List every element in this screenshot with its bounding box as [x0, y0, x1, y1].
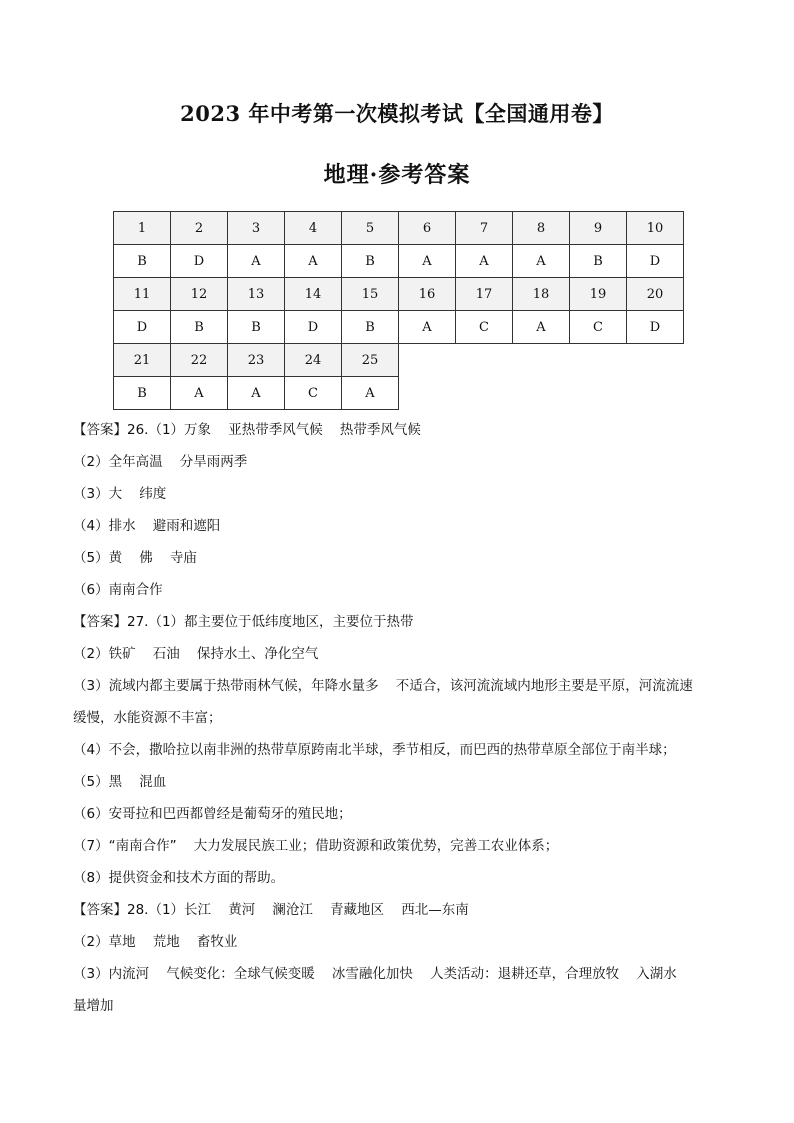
- question-number-cell: 20: [627, 278, 684, 311]
- answer-line: （2）全年高温 分旱雨两季: [73, 454, 248, 470]
- question-number-cell: 24: [285, 344, 342, 377]
- question-number-cell: 15: [342, 278, 399, 311]
- answer-cell: A: [285, 245, 342, 278]
- answer-section: [73, 414, 733, 1022]
- question-number-cell: 18: [513, 278, 570, 311]
- empty-cell: [456, 344, 513, 377]
- answer-cell: B: [570, 245, 627, 278]
- question-number-cell: 12: [171, 278, 228, 311]
- answer-cell: B: [171, 311, 228, 344]
- question-number-cell: 21: [114, 344, 171, 377]
- empty-cell: [570, 377, 627, 410]
- answer-cell: B: [114, 245, 171, 278]
- answer-cell: A: [228, 245, 285, 278]
- question-number-cell: 22: [171, 344, 228, 377]
- empty-cell: [627, 377, 684, 410]
- question-number-cell: 10: [627, 212, 684, 245]
- empty-cell: [399, 344, 456, 377]
- question-number-cell: 6: [399, 212, 456, 245]
- question-number-row: [114, 278, 684, 311]
- question-number-cell: 2: [171, 212, 228, 245]
- answer-cell: A: [456, 245, 513, 278]
- question-number-cell: 23: [228, 344, 285, 377]
- answer-line: （2）铁矿 石油 保持水土、净化空气: [73, 646, 319, 662]
- answer-row: [114, 245, 684, 278]
- question-number-cell: 14: [285, 278, 342, 311]
- answer-line: （2）草地 荒地 畜牧业: [73, 934, 238, 950]
- question-number-cell: 19: [570, 278, 627, 311]
- question-number-cell: 16: [399, 278, 456, 311]
- answer-line: （4）不会，撒哈拉以南非洲的热带草原跨南北半球，季节相反，而巴西的热带草原全部位于南半球；: [73, 742, 676, 758]
- answer-cell: B: [228, 311, 285, 344]
- question-number-cell: 9: [570, 212, 627, 245]
- answer-line: （5）黄 佛 寺庙: [73, 550, 197, 566]
- answer-line: （3）大 纬度: [73, 486, 167, 502]
- empty-cell: [627, 344, 684, 377]
- answer-line: 【答案】27.（1）都主要位于低纬度地区，主要位于热带: [73, 614, 414, 630]
- question-number-cell: 11: [114, 278, 171, 311]
- answer-key-table: [113, 211, 684, 410]
- answer-cell: B: [342, 311, 399, 344]
- answer-line: 量增加: [73, 998, 114, 1014]
- question-number-cell: 7: [456, 212, 513, 245]
- answer-line: （5）黑 混血: [73, 774, 167, 790]
- answer-cell: D: [627, 245, 684, 278]
- empty-cell: [570, 344, 627, 377]
- question-number-row: [114, 344, 684, 377]
- answer-line: （3）流域内都主要属于热带雨林气候，年降水量多 不适合，该河流流域内地形主要是平原，河流流速: [73, 678, 693, 694]
- answer-cell: C: [456, 311, 513, 344]
- empty-cell: [513, 377, 570, 410]
- question-number-cell: 13: [228, 278, 285, 311]
- question-number-cell: 4: [285, 212, 342, 245]
- answer-cell: A: [228, 377, 285, 410]
- question-number-cell: 3: [228, 212, 285, 245]
- answer-cell: B: [342, 245, 399, 278]
- answer-cell: A: [513, 311, 570, 344]
- question-number-cell: 8: [513, 212, 570, 245]
- answer-cell: C: [285, 377, 342, 410]
- answer-row: [114, 377, 684, 410]
- answer-line: （3）内流河 气候变化：全球气候变暖 冰雪融化加快 人类活动：退耕还草，合理放牧 入湖水: [73, 966, 677, 982]
- answer-line: （4）排水 避雨和遮阳: [73, 518, 221, 534]
- answer-line: （6）南南合作: [73, 582, 163, 598]
- question-number-cell: 25: [342, 344, 399, 377]
- answer-cell: A: [399, 245, 456, 278]
- document-title: 2023 年中考第一次模拟考试【全国通用卷】: [180, 101, 614, 126]
- empty-cell: [456, 377, 513, 410]
- answer-cell: D: [627, 311, 684, 344]
- empty-cell: [399, 377, 456, 410]
- empty-cell: [513, 344, 570, 377]
- answer-line: 缓慢，水能资源不丰富；: [73, 710, 222, 726]
- answer-cell: A: [513, 245, 570, 278]
- answer-cell: D: [171, 245, 228, 278]
- answer-cell: A: [171, 377, 228, 410]
- answer-line: （7）“南南合作” 大力发展民族工业；借助资源和政策优势，完善工农业体系；: [73, 838, 559, 854]
- question-number-cell: 5: [342, 212, 399, 245]
- answer-cell: D: [114, 311, 171, 344]
- answer-line: （6）安哥拉和巴西都曾经是葡萄牙的殖民地；: [73, 806, 352, 822]
- answer-cell: D: [285, 311, 342, 344]
- answer-cell: B: [114, 377, 171, 410]
- question-number-cell: 1: [114, 212, 171, 245]
- answer-cell: A: [399, 311, 456, 344]
- document-subtitle: 地理·参考答案: [323, 162, 471, 188]
- question-number-cell: 17: [456, 278, 513, 311]
- question-number-row: [114, 212, 684, 245]
- answer-cell: C: [570, 311, 627, 344]
- answer-row: [114, 311, 684, 344]
- answer-line: 【答案】28.（1）长江 黄河 澜沧江 青藏地区 西北—东南: [73, 902, 469, 918]
- answer-cell: A: [342, 377, 399, 410]
- answer-line: 【答案】26.（1）万象 亚热带季风气候 热带季风气候: [73, 422, 421, 438]
- answer-line: （8）提供资金和技术方面的帮助。: [73, 870, 285, 886]
